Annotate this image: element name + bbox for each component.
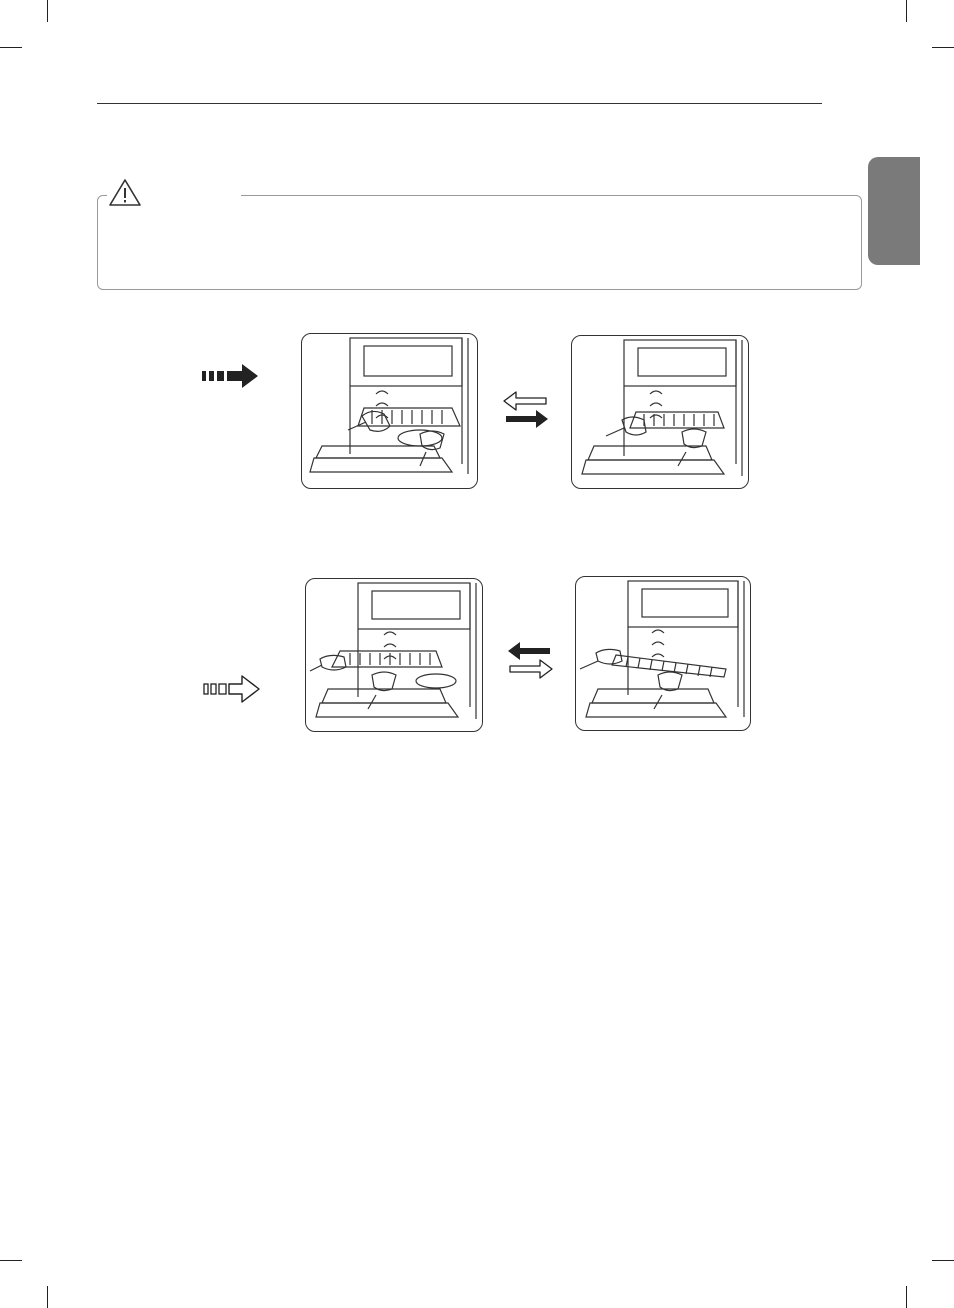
oven-rack-illustration (306, 579, 482, 731)
crop-mark (932, 1260, 954, 1261)
oven-rack-figure-3 (305, 578, 483, 732)
crop-mark (932, 47, 954, 48)
crop-mark (906, 1286, 907, 1308)
oven-rack-figure-2 (571, 335, 749, 489)
warning-triangle-icon (108, 178, 142, 208)
oven-rack-illustration (572, 336, 748, 488)
language-side-tab (868, 157, 920, 265)
header-rule (97, 103, 822, 104)
crop-mark (0, 1260, 22, 1261)
dashed-outline-arrow-icon (202, 674, 262, 704)
crop-mark (906, 0, 907, 22)
double-arrow-icon (506, 640, 554, 680)
crop-mark (0, 47, 22, 48)
caution-box (97, 195, 862, 290)
crop-mark (47, 0, 48, 22)
double-arrow-icon (502, 390, 550, 430)
crop-mark (47, 1286, 48, 1308)
oven-rack-illustration (576, 577, 750, 730)
oven-rack-figure-1 (301, 333, 478, 489)
dashed-solid-arrow-icon (200, 362, 260, 390)
oven-rack-figure-4 (575, 576, 751, 731)
oven-rack-illustration (302, 334, 477, 488)
